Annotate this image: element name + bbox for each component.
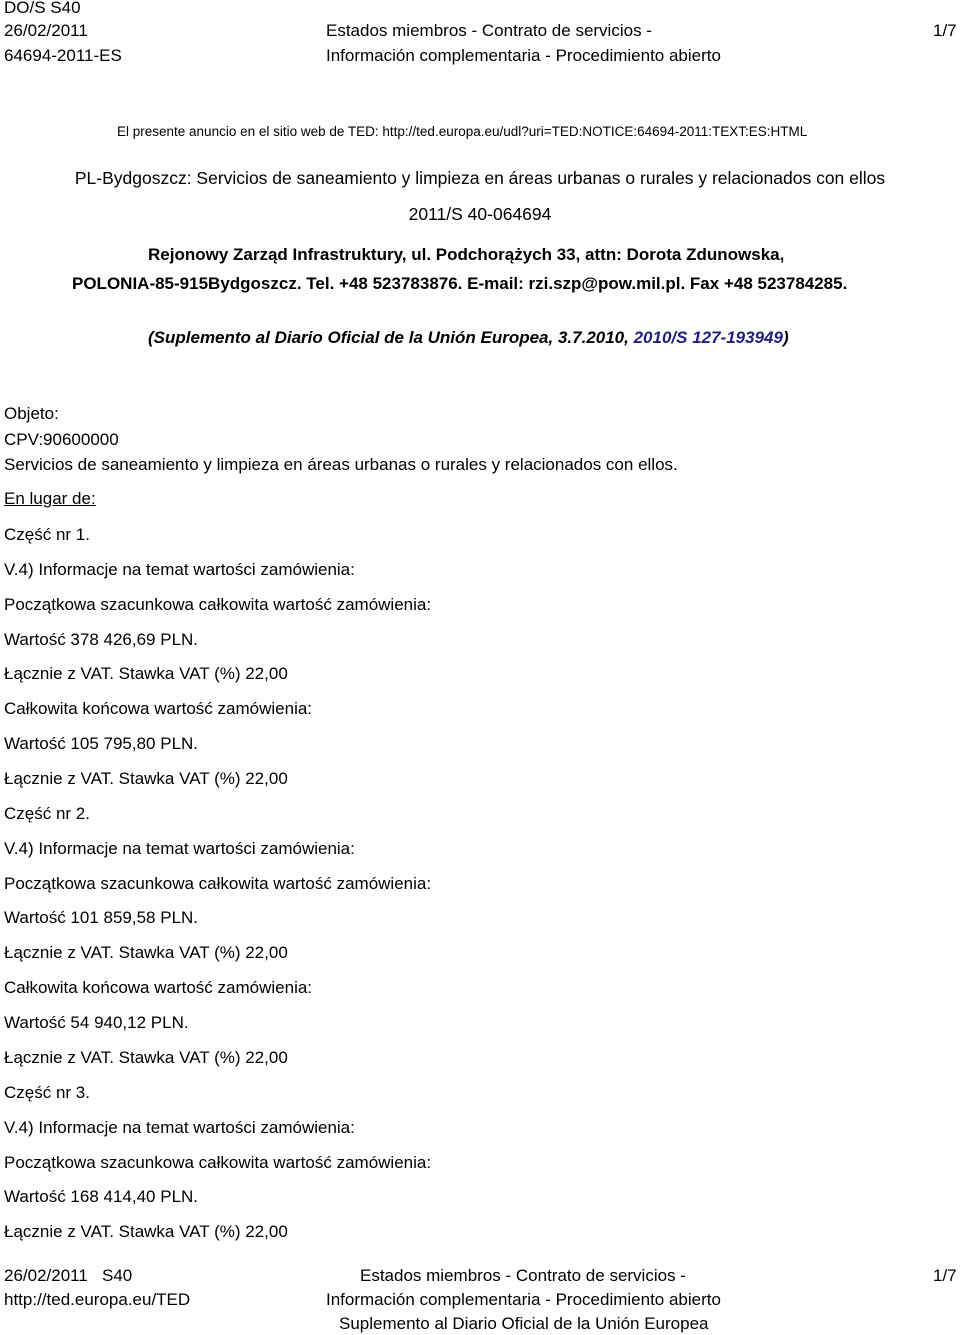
part-3-initial-label: Początkowa szacunkowa całkowita wartość zamówienia: [4, 1153, 432, 1172]
part-1-value-info: V.4) Informacje na temat wartości zamówienia: [4, 560, 355, 579]
part-2-final-value: Wartość 54 940,12 PLN. [4, 1013, 189, 1032]
part-2-value-info: V.4) Informacje na temat wartości zamówienia: [4, 839, 355, 858]
part-1-final-label: Całkowita końcowa wartość zamówienia: [4, 699, 313, 718]
part-1-initial-value: Wartość 378 426,69 PLN. [4, 630, 199, 649]
part-1-initial-label: Początkowa szacunkowa całkowita wartość zamówienia: [4, 595, 432, 614]
part-3-initial-value: Wartość 168 414,40 PLN. [4, 1187, 199, 1206]
header-ref: 64694-2011-ES [4, 46, 122, 65]
part-2-initial-label: Początkowa szacunkowa całkowita wartość zamówienia: [4, 874, 432, 893]
footer-url-link[interactable]: http://ted.europa.eu/TED [4, 1290, 191, 1309]
supplement-reference [148, 328, 789, 348]
en-lugar-de-heading: En lugar de: [4, 489, 96, 508]
footer-title-line1: Estados miembros - Contrato de servicios - [360, 1266, 686, 1285]
part-2-final-vat: Łącznie z VAT. Stawka VAT (%) 22,00 [4, 1048, 288, 1067]
footer-page: 1/7 [933, 1266, 957, 1285]
header-title-line2: Información complementaria - Procedimiento abierto [326, 46, 721, 65]
object-description: Servicios de saneamiento y limpieza en áreas urbanas o rurales y relacionados con ellos. [4, 455, 678, 474]
supplement-suffix: ) [782, 328, 789, 347]
notice-number: 2011/S 40-064694 [408, 204, 552, 224]
part-1-initial-vat: Łącznie z VAT. Stawka VAT (%) 22,00 [4, 664, 288, 683]
part-1-final-value: Wartość 105 795,80 PLN. [4, 734, 199, 753]
doc-series: DO/S S40 [4, 0, 81, 17]
section-label-objeto: Objeto: [4, 404, 59, 423]
supplement-ref-link[interactable]: 2010/S 127-193949 [633, 328, 783, 347]
page-title: PL-Bydgoszcz: Servicios de saneamiento y limpieza en áreas urbanas o rurales y relacionados con ellos [74, 168, 886, 188]
header-page: 1/7 [933, 21, 957, 40]
footer-title-line3: Suplemento al Diario Oficial de la Unión Europea [339, 1314, 709, 1333]
part-1-final-vat: Łącznie z VAT. Stawka VAT (%) 22,00 [4, 769, 288, 788]
address-line1: Rejonowy Zarząd Infrastruktury, ul. Podchorążych 33, attn: Dorota Zdunowska, [148, 245, 785, 264]
part-3-initial-vat: Łącznie z VAT. Stawka VAT (%) 22,00 [4, 1222, 288, 1241]
notice-url-link[interactable]: El presente anuncio en el sitio web de TED: http://ted.europa.eu/udl?uri=TED:NOTICE:64694-2011:TEXT:ES:HTML [117, 124, 808, 139]
part-2-label: Część nr 2. [4, 804, 90, 823]
header-date: 26/02/2011 [4, 21, 88, 40]
part-1-label: Część nr 1. [4, 525, 90, 544]
footer-date-series: 26/02/2011 S40 [4, 1266, 133, 1285]
footer-title-line2: Información complementaria - Procedimiento abierto [326, 1290, 721, 1309]
cpv-code: CPV:90600000 [4, 430, 119, 449]
part-2-initial-vat: Łącznie z VAT. Stawka VAT (%) 22,00 [4, 943, 288, 962]
header-title-line1: Estados miembros - Contrato de servicios - [326, 21, 652, 40]
part-2-final-label: Całkowita końcowa wartość zamówienia: [4, 978, 313, 997]
part-2-initial-value: Wartość 101 859,58 PLN. [4, 908, 199, 927]
part-3-value-info: V.4) Informacje na temat wartości zamówienia: [4, 1118, 355, 1137]
supplement-prefix: (Suplemento al Diario Oficial de la Unión Europea, 3.7.2010, [148, 328, 634, 347]
address-line2: POLONIA-85-915Bydgoszcz. Tel. +48 523783876. E-mail: rzi.szp@pow.mil.pl. Fax +48 523784285. [72, 274, 848, 293]
part-3-label: Część nr 3. [4, 1083, 90, 1102]
